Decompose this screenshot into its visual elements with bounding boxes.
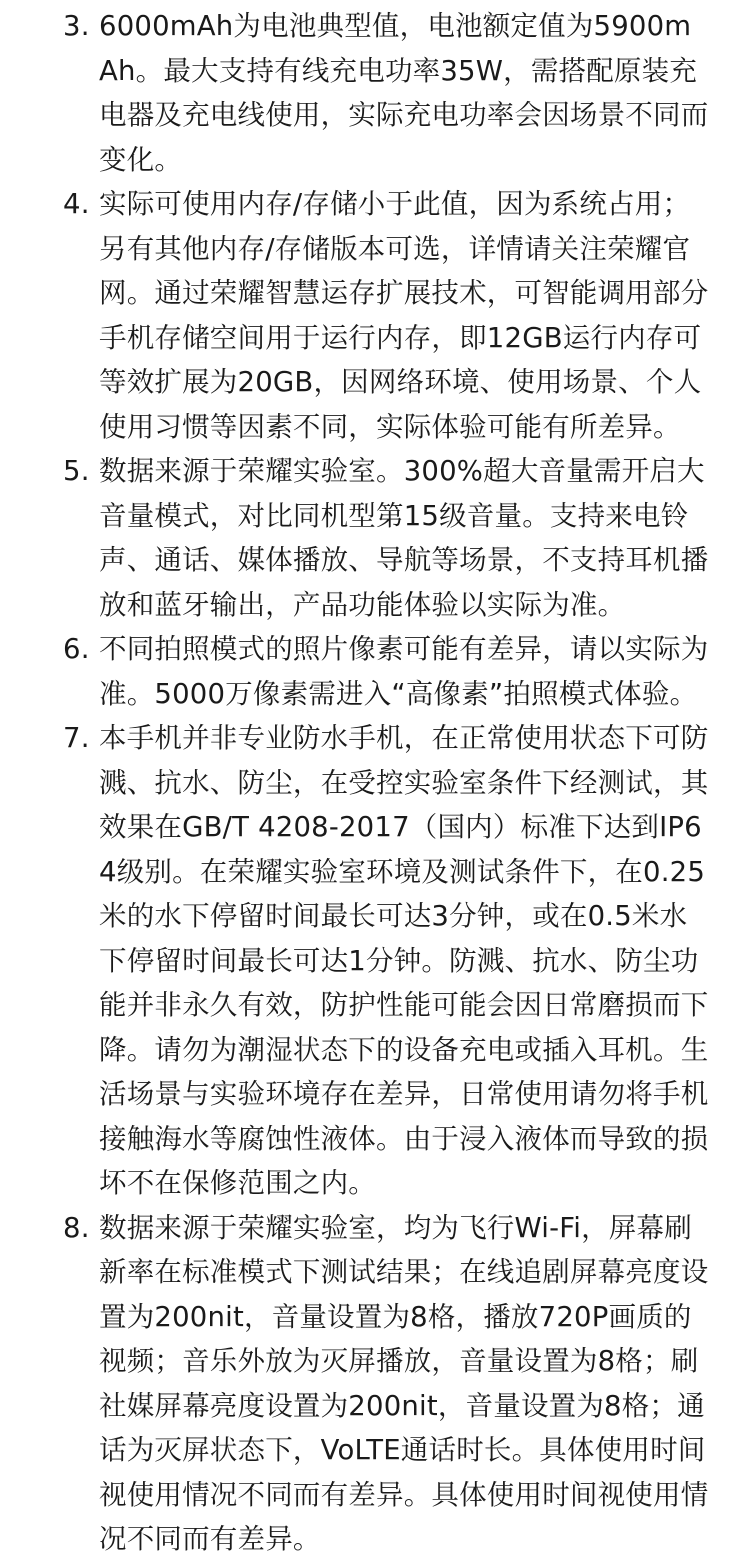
footnote-3 xyxy=(0,4,750,182)
footnote-text: 数据来源于荣耀实验室，均为飞行Wi-Fi，屏幕刷新率在标准模式下测试结果；在线追剧屏幕亮度设置为200nit，音量设置为8格，播放720P画质的视频；音乐外放为灭屏播放，音量设置为8格；刷社媒屏幕亮度设置为200nit，音量设置为8格；通话为灭屏状态下，VoLTE通话时长。具体使用时间视使用情况不同而有差异。具体使用时间视使用情况不同而有差异。 xyxy=(99,1211,709,1555)
footnote-number: 5. xyxy=(63,455,90,487)
footnote-7 xyxy=(0,716,750,1206)
footnote-text: 数据来源于荣耀实验室。300%超大音量需开启大音量模式，对比同机型第15级音量。支持来电铃声、通话、媒体播放、导航等场景，不支持耳机播放和蓝牙输出，产品功能体验以实际为准。 xyxy=(99,455,709,621)
footnote-text: 本手机并非专业防水手机，在正常使用状态下可防溅、抗水、防尘，在受控实验室条件下经测试，其效果在GB/T 4208-2017（国内）标准下达到IP64级别。在荣耀实验室环境及测试条件下，在0.25米的水下停留时间最长可达3分钟，或在0.5米水下停留时间最长可达1分钟。防溅、抗水、防尘功能并非永久有效，防护性能可能会因日常磨损而下降。请勿为潮湿状态下的设备充电或插入耳机。生活场景与实验环境存在差异，日常使用请勿将手机接触海水等腐蚀性液体。由于浸入液体而导致的损坏不在保修范围之内。 xyxy=(99,722,709,1199)
footnote-number: 4. xyxy=(63,188,90,220)
footnote-number: 7. xyxy=(63,722,90,754)
footnote-5 xyxy=(0,449,750,627)
footnote-number: 8. xyxy=(63,1211,90,1244)
footnote-text: 实际可使用内存/存储小于此值，因为系统占用；另有其他内存/存储版本可选，详情请关注荣耀官网。通过荣耀智慧运存扩展技术，可智能调用部分手机存储空间用于运行内存，即12GB运行内存可等效扩展为20GB，因网络环境、使用场景、个人使用习惯等因素不同，实际体验可能有所差异。 xyxy=(99,188,709,443)
footnote-number: 6. xyxy=(63,633,90,665)
footnote-8 xyxy=(0,1206,750,1562)
footnote-text: 6000mAh为电池典型值，电池额定值为5900mAh。最大支持有线充电功率35W，需搭配原装充电器及充电线使用，实际充电功率会因场景不同而变化。 xyxy=(99,10,709,176)
footnote-text: 不同拍照模式的照片像素可能有差异，请以实际为准。5000万像素需进入“高像素”拍照模式体验。 xyxy=(99,633,709,710)
footnotes-list xyxy=(0,4,750,1562)
footnote-6 xyxy=(0,627,750,716)
footnote-4 xyxy=(0,182,750,449)
footnote-number: 3. xyxy=(63,10,90,42)
